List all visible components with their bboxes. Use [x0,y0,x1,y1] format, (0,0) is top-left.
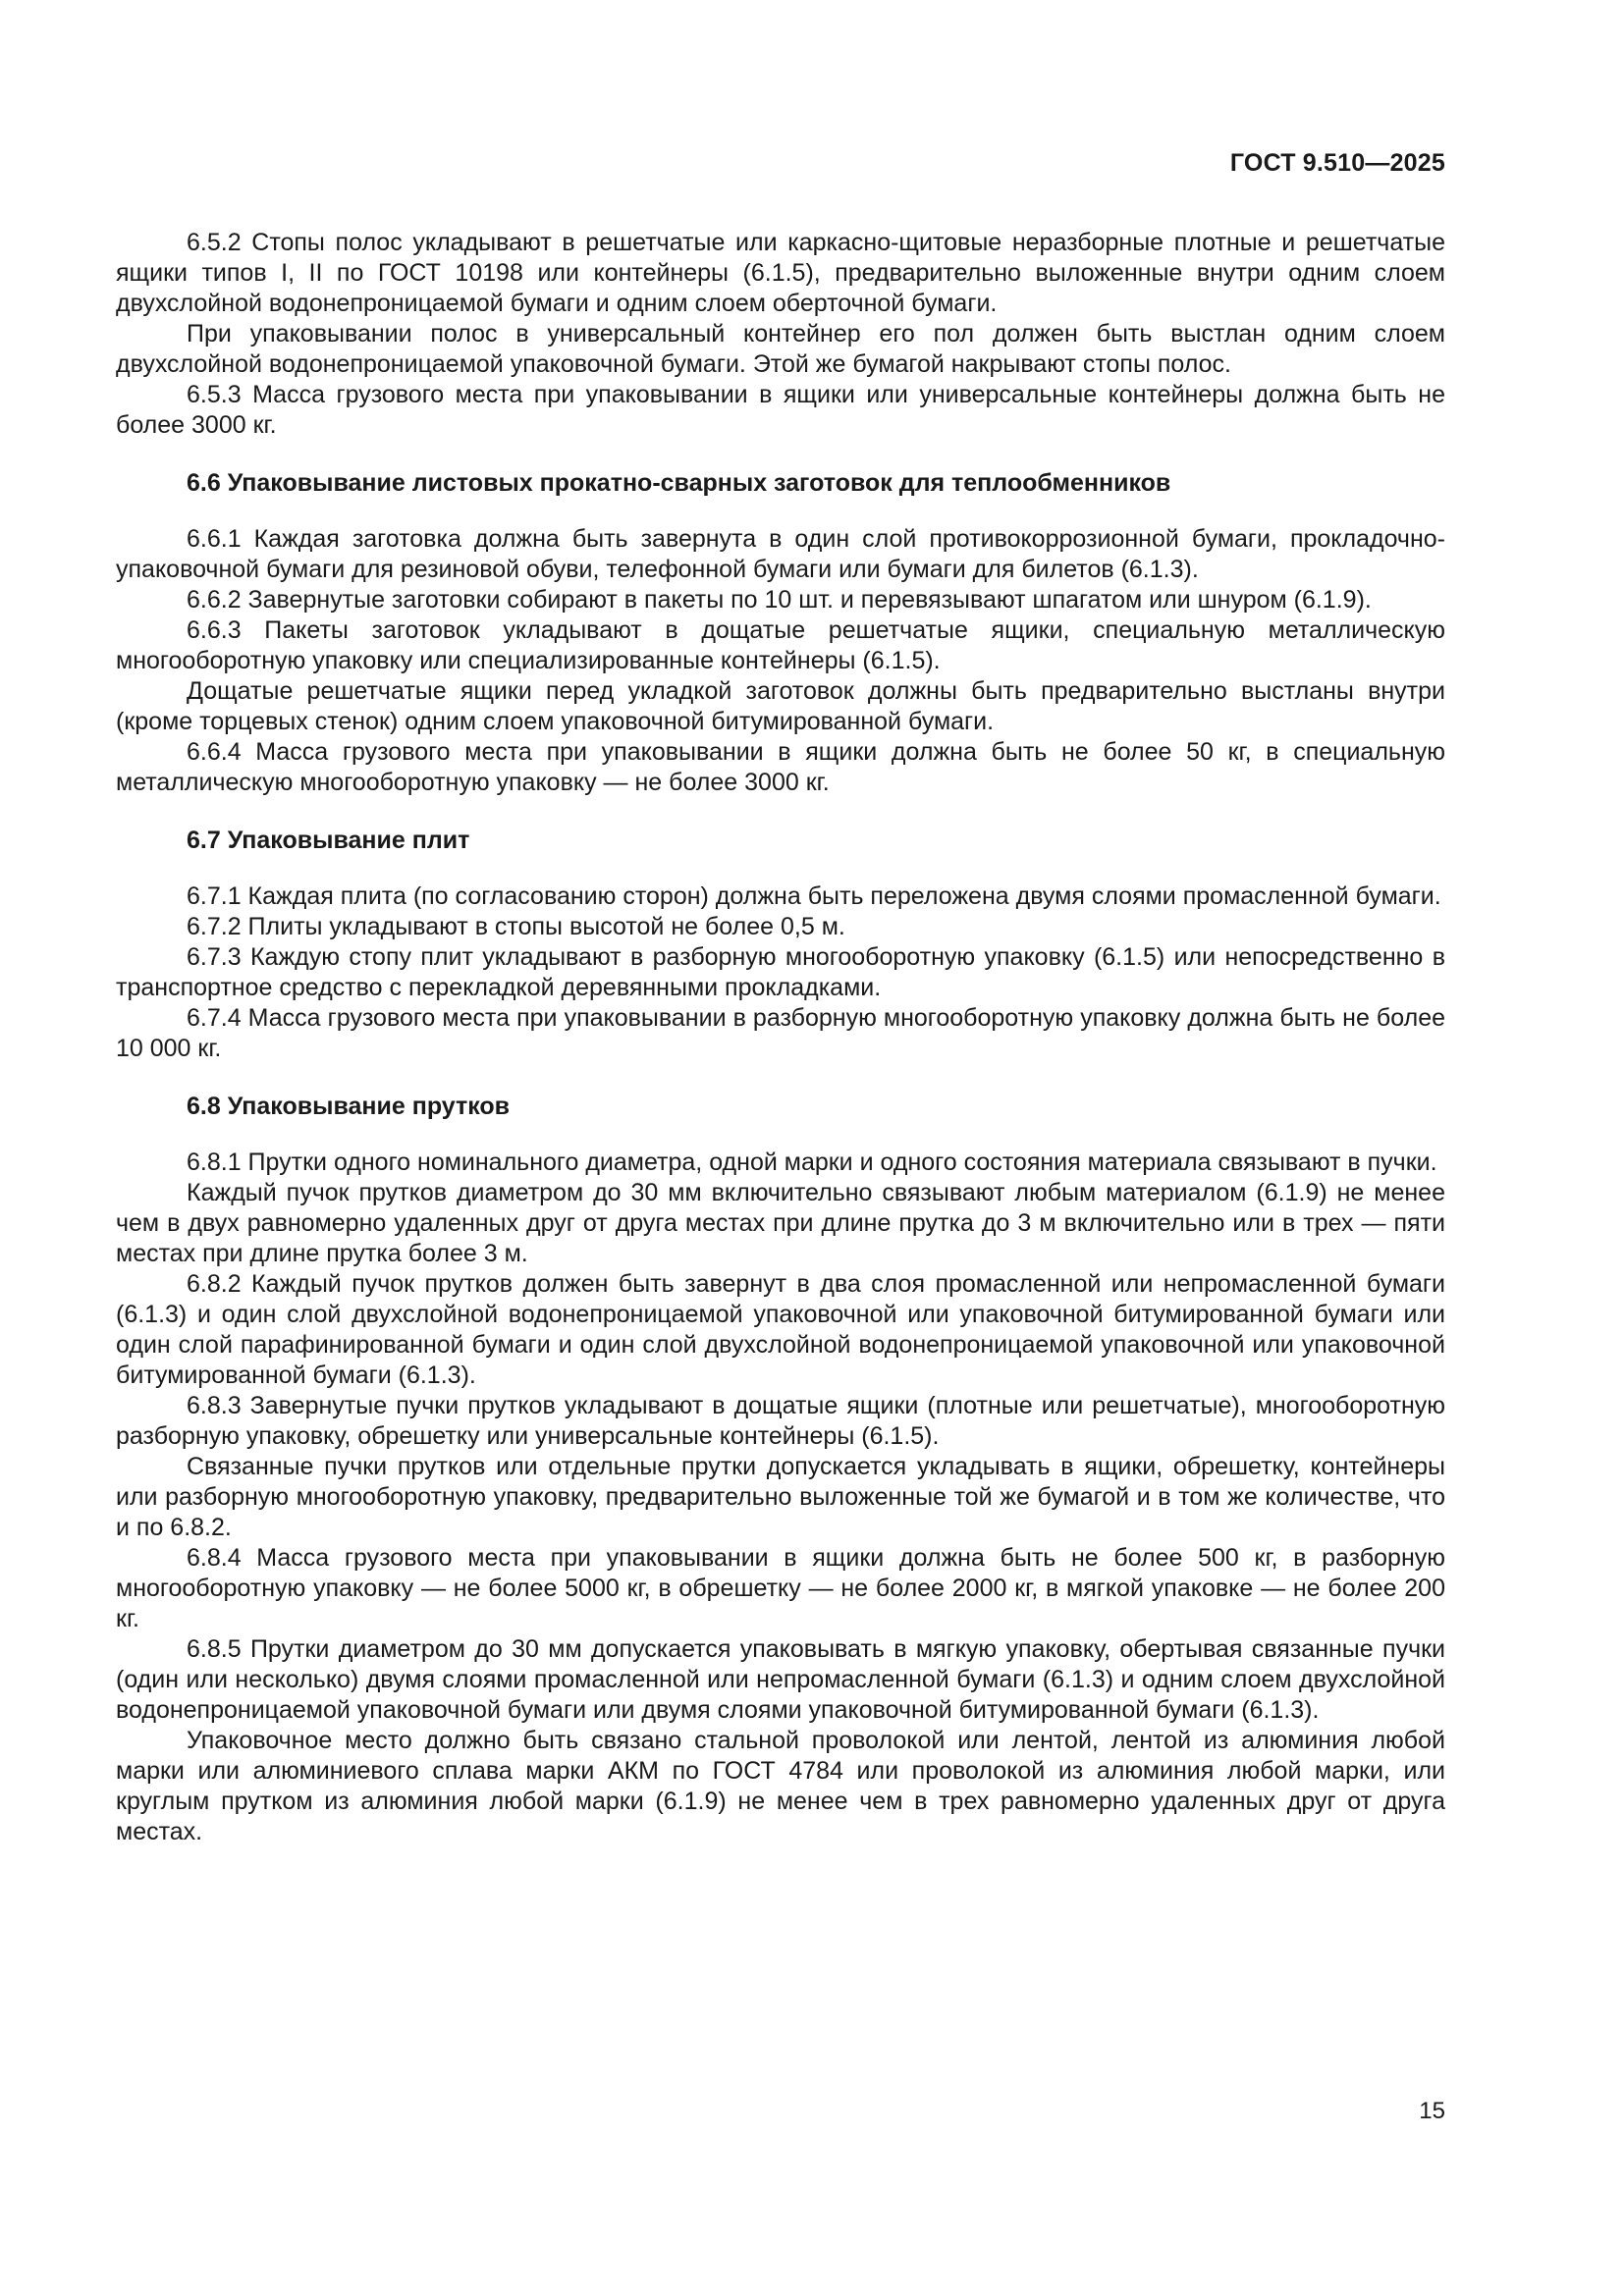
paragraph: Упаковочное место должно быть связано стальной проволокой или лентой, лентой из алюминия любой марки или алюминиевого сплава марки АКМ по ГОСТ 4784 или проволокой из алюминия любой марки, или круглым прутком из алюминия любой марки (6.1.9) не менее чем в трех равномерно удаленных друг от друга местах. [116,1727,1445,1845]
section-6-8 [116,1092,1445,1847]
paragraph-6-5-2: 6.5.2 Стопы полос укладывают в решетчатые или каркасно-щитовые неразборные плотные и решетчатые ящики типов I, II по ГОСТ 10198 или контейнеры (6.1.5), предварительно выложенные внутри одним слоем двухслойной водонепроницаемой бумаги и одним слоем оберточной бумаги. [116,229,1445,317]
paragraph-6-8-1: 6.8.1 Прутки одного номинального диаметра, одной марки и одного состояния материала связывают в пучки. [187,1148,1437,1176]
paragraph-6-6-2: 6.6.2 Завернутые заготовки собирают в пакеты по 10 шт. и перевязывают шпагатом или шнуром (6.1.9). [187,586,1372,614]
page-number: 15 [1419,2098,1445,2124]
section-6-5-continuation [116,228,1445,441]
paragraph-6-6-1: 6.6.1 Каждая заготовка должна быть завернута в один слой противокоррозионной бумаги, прокладочно-упаковочной бумаги для резиновой обуви, телефонной бумаги или бумаги для билетов (6.1.3). [116,525,1445,583]
paragraph-6-5-3: 6.5.3 Масса грузового места при упаковывании в ящики или универсальные контейнеры должна быть не более 3000 кг. [116,381,1445,439]
paragraph: Связанные пучки прутков или отдельные прутки допускается укладывать в ящики, обрешетку, контейнеры или разборную многооборотную упаковку, предварительно выложенные той же бумагой и в том же количестве, что и по 6.8.2. [116,1453,1445,1541]
paragraph-6-8-4: 6.8.4 Масса грузового места при упаковывании в ящики должна быть не более 500 кг, в разборную многооборотную упаковку — не более 5000 кг, в обрешетку — не более 2000 кг, в мягкой упаковке — не более 200 кг. [116,1544,1445,1632]
paragraph-6-8-2: 6.8.2 Каждый пучок прутков должен быть завернут в два слоя промасленной или непромасленной бумаги (6.1.3) и один слой двухслойной водонепроницаемой упаковочной или упаковочной битумированной бумаги или один слой парафинированной бумаги и один слой двухслойной водонепроницаемой упаковочной или упаковочной битумированной бумаги (6.1.3). [116,1270,1445,1389]
page-body [116,228,1445,1847]
paragraph-6-7-1: 6.7.1 Каждая плита (по согласованию сторон) должна быть переложена двумя слоями промасленной бумаги. [187,882,1441,910]
document-id-header: ГОСТ 9.510—2025 [1229,149,1445,177]
paragraph-6-7-3: 6.7.3 Каждую стопу плит укладывают в разборную многооборотную упаковку (6.1.5) или непосредственно в транспортное средство с перекладкой деревянными прокладками. [116,943,1445,1001]
section-heading-6-7: 6.7 Упаковывание плит [187,827,470,854]
paragraph-6-7-4: 6.7.4 Масса грузового места при упаковывании в разборную многооборотную упаковку должна быть не более 10 000 кг. [116,1004,1445,1062]
paragraph-6-8-5: 6.8.5 Прутки диаметром до 30 мм допускается упаковывать в мягкую упаковку, обертывая связанные пучки (один или несколько) двумя слоями промасленной или непромасленной бумаги (6.1.3) и одним слоем двухслойной водонепроницаемой упаковочной бумаги или двумя слоями упаковочной битумированной бумаги (6.1.3). [116,1635,1445,1724]
section-heading-6-8: 6.8 Упаковывание прутков [187,1093,511,1120]
section-6-7 [116,826,1445,1064]
section-heading-6-6: 6.6 Упаковывание листовых прокатно-сварных заготовок для теплообменников [187,469,1171,497]
paragraph: Дощатые решетчатые ящики перед укладкой заготовок должны быть предварительно выстланы внутри (кроме торцевых стенок) одним слоем упаковочной битумированной бумаги. [116,677,1445,735]
paragraph: Каждый пучок прутков диаметром до 30 мм включительно связывают любым материалом (6.1.9) не менее чем в двух равномерно удаленных друг от друга местах при длине прутка до 3 м включительно или в трех — пяти местах при длине прутка более 3 м. [116,1179,1445,1267]
paragraph-6-6-3: 6.6.3 Пакеты заготовок укладывают в дощатые решетчатые ящики, специальную металлическую многооборотную упаковку или специализированные контейнеры (6.1.5). [116,616,1445,674]
paragraph: При упаковывании полос в универсальный контейнер его пол должен быть выстлан одним слоем двухслойной водонепроницаемой упаковочной бумаги. Этой же бумагой накрывают стопы полос. [116,320,1445,378]
paragraph-6-6-4: 6.6.4 Масса грузового места при упаковывании в ящики должна быть не более 50 кг, в специальную металлическую многооборотную упаковку — не более 3000 кг. [116,738,1445,796]
paragraph-6-7-2: 6.7.2 Плиты укладывают в стопы высотой не более 0,5 м. [187,913,845,940]
section-6-6 [116,468,1445,798]
paragraph-6-8-3: 6.8.3 Завернутые пучки прутков укладывают в дощатые ящики (плотные или решетчатые), многооборотную разборную упаковку, обрешетку или универсальные контейнеры (6.1.5). [116,1392,1445,1450]
